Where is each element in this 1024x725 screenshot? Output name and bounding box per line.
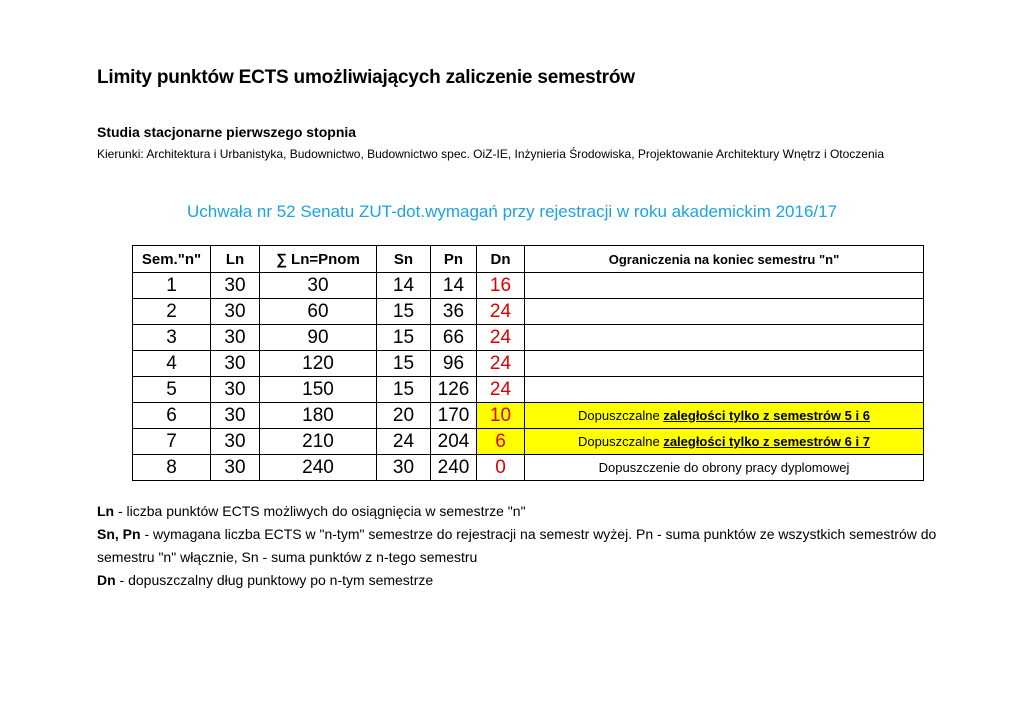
cell-pn: 36 [431, 299, 477, 325]
cell-pn: 170 [431, 403, 477, 429]
cell-sn: 24 [377, 429, 431, 455]
cell-pn: 96 [431, 351, 477, 377]
cell-ln: 30 [211, 403, 260, 429]
legend-dn [97, 569, 937, 592]
legend-ln [97, 500, 937, 523]
cell-sn: 15 [377, 325, 431, 351]
cell-pn: 14 [431, 273, 477, 299]
legend-snpn-text: - wymagana liczba ECTS w "n-tym" semestrze do rejestracji na semestr wyżej. Pn - suma punktów ze wszystkich semestrów do semestru "n" włącznie, Sn - suma punktów z n-tego semestru [97, 526, 937, 565]
restriction-text: Dopuszczenie do obrony pracy dyplomowej [598, 460, 850, 475]
cell-pn: 126 [431, 377, 477, 403]
table-row [133, 455, 924, 481]
cell-pnom: 210 [260, 429, 377, 455]
cell-ln: 30 [211, 325, 260, 351]
cell-pn: 66 [431, 325, 477, 351]
cell-restriction [525, 299, 924, 325]
cell-sn: 15 [377, 299, 431, 325]
cell-pnom: 60 [260, 299, 377, 325]
cell-sem: 3 [133, 325, 211, 351]
ects-limits-table [132, 245, 924, 481]
cell-restriction [525, 325, 924, 351]
cell-dn: 16 [477, 273, 525, 299]
cell-pnom: 150 [260, 377, 377, 403]
cell-sn: 30 [377, 455, 431, 481]
cell-pn: 240 [431, 455, 477, 481]
cell-sem: 6 [133, 403, 211, 429]
header-sn: Sn [377, 246, 431, 273]
cell-sem: 7 [133, 429, 211, 455]
cell-sem: 5 [133, 377, 211, 403]
cell-ln: 30 [211, 351, 260, 377]
legend-snpn-key: Sn, Pn [97, 526, 141, 542]
header-pnom: ∑ Ln=Pnom [260, 246, 377, 273]
table-row [133, 403, 924, 429]
legend-ln-text: - liczba punktów ECTS możliwych do osiągnięcia w semestrze "n" [114, 503, 526, 519]
table-row [133, 273, 924, 299]
cell-dn: 24 [477, 299, 525, 325]
cell-ln: 30 [211, 299, 260, 325]
cell-restriction [525, 429, 924, 455]
table-row [133, 299, 924, 325]
cell-ln: 30 [211, 455, 260, 481]
header-sem: Sem."n" [133, 246, 211, 273]
cell-dn: 24 [477, 377, 525, 403]
restriction-prefix: Dopuszczalne [578, 408, 664, 423]
legend-dn-text: - dopuszczalny dług punktowy po n-tym semestrze [115, 572, 434, 588]
restriction-emphasis: zaległości tylko z semestrów 5 i 6 [663, 408, 870, 423]
cell-dn: 6 [477, 429, 525, 455]
cell-restriction [525, 273, 924, 299]
cell-ln: 30 [211, 377, 260, 403]
cell-restriction [525, 455, 924, 481]
cell-sn: 14 [377, 273, 431, 299]
header-pn: Pn [431, 246, 477, 273]
header-dn: Dn [477, 246, 525, 273]
fields-of-study-text: Kierunki: Architektura i Urbanistyka, Budownictwo, Budownictwo spec. OiZ-IE, Inżynieria Środowiska, Projektowanie Architektury Wnętrz i Otoczenia [97, 147, 884, 161]
cell-dn: 24 [477, 351, 525, 377]
table-header-row [133, 246, 924, 273]
cell-dn: 0 [477, 455, 525, 481]
table-row [133, 377, 924, 403]
cell-pnom: 120 [260, 351, 377, 377]
cell-pn: 204 [431, 429, 477, 455]
restriction-prefix: Dopuszczalne [578, 434, 664, 449]
restriction-emphasis: zaległości tylko z semestrów 6 i 7 [663, 434, 870, 449]
table-row [133, 325, 924, 351]
cell-sn: 20 [377, 403, 431, 429]
cell-dn: 24 [477, 325, 525, 351]
cell-sem: 4 [133, 351, 211, 377]
cell-sn: 15 [377, 351, 431, 377]
cell-sem: 8 [133, 455, 211, 481]
cell-ln: 30 [211, 429, 260, 455]
page-title: Limity punktów ECTS umożliwiających zaliczenie semestrów [97, 67, 635, 88]
cell-pnom: 90 [260, 325, 377, 351]
legend-snpn [97, 523, 937, 569]
cell-dn: 10 [477, 403, 525, 429]
cell-pnom: 30 [260, 273, 377, 299]
cell-restriction [525, 351, 924, 377]
legend [97, 500, 937, 592]
legend-ln-key: Ln [97, 503, 115, 519]
study-type-heading: Studia stacjonarne pierwszego stopnia [97, 124, 357, 140]
table-row [133, 351, 924, 377]
header-restrictions: Ograniczenia na koniec semestru "n" [525, 246, 924, 273]
cell-sn: 15 [377, 377, 431, 403]
table-row [133, 429, 924, 455]
cell-ln: 30 [211, 273, 260, 299]
cell-pnom: 240 [260, 455, 377, 481]
legend-dn-key: Dn [97, 572, 116, 588]
resolution-heading: Uchwała nr 52 Senatu ZUT-dot.wymagań przy rejestracji w roku akademickim 2016/17 [186, 202, 838, 221]
cell-pnom: 180 [260, 403, 377, 429]
cell-restriction [525, 377, 924, 403]
header-ln: Ln [211, 246, 260, 273]
cell-sem: 1 [133, 273, 211, 299]
cell-restriction [525, 403, 924, 429]
cell-sem: 2 [133, 299, 211, 325]
